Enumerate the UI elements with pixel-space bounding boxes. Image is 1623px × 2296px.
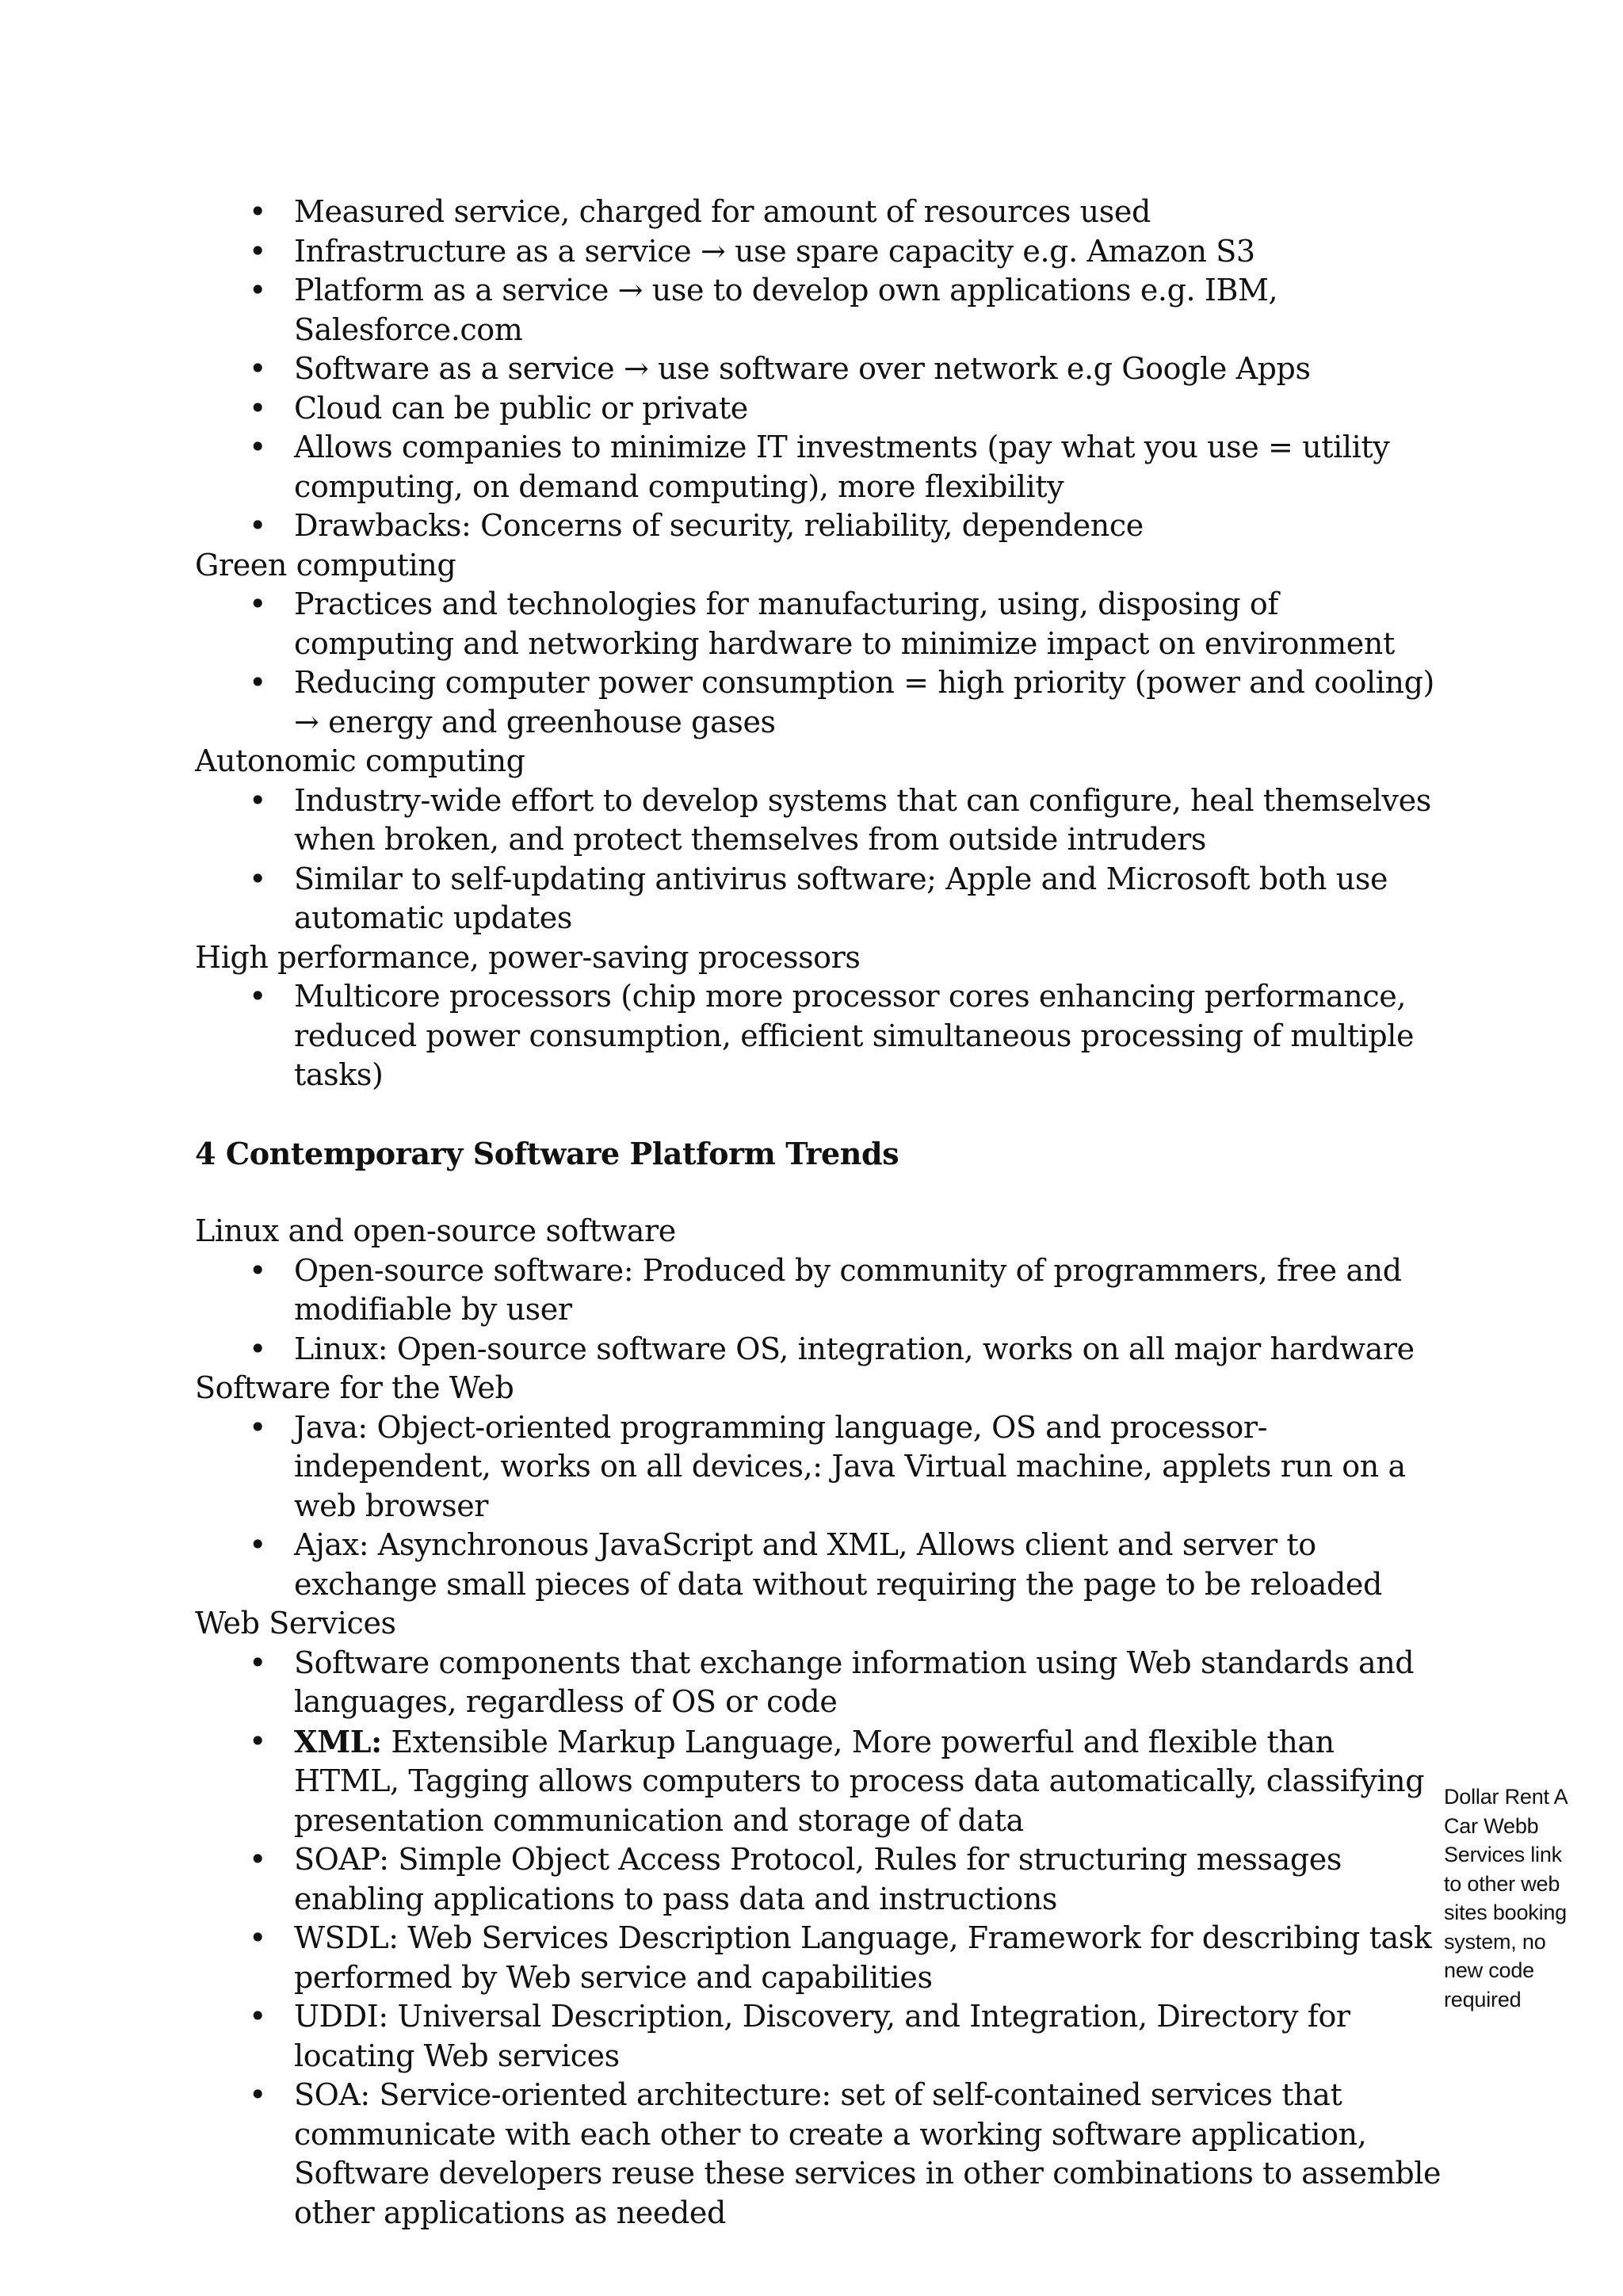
list-item-text: WSDL: Web Services Description Language, Framework for describing task performed by Web service and capabilities [294,1920,1432,1995]
list-item [195,1644,1447,1722]
list-item [195,350,1447,389]
list-item [195,1251,1447,1330]
list-item [195,860,1447,938]
list-item-text: Reducing computer power consumption = high priority (power and cooling) [294,665,1434,700]
arrow-right-icon: → [294,704,319,739]
trend-groups-software [195,1212,1447,2233]
list-item [195,389,1447,429]
bullet-icon: • [249,430,267,464]
list-item-text: Java: Object-oriented programming language, OS and processor-independent, works on all devices,: Java Virtual machine, applets run on a web browser [294,1409,1406,1523]
bullet-icon: • [249,273,267,308]
cloud-computing-bullet-list [195,193,1447,546]
arrow-right-icon: → [617,273,643,308]
topic-heading: Web Services [195,1606,396,1641]
topic-heading: High performance, power-saving processors [195,939,861,975]
list-item [195,232,1447,272]
trend-groups-hardware [195,546,1447,1095]
topic-group [195,1212,1447,1369]
list-item-text: Software as a service [294,351,624,386]
list-item-text: use to develop own applications e.g. IBM, Salesforce.com [294,273,1278,347]
topic-bullet-list [195,977,1447,1095]
list-item-text: use software over network e.g Google Apps [648,351,1311,386]
section-title: 4 Contemporary Software Platform Trends [195,1135,899,1171]
list-item-text: Platform as a service [294,273,618,308]
topic-heading: Software for the Web [195,1370,514,1405]
list-item-text: Open-source software: Produced by community of programmers, free and modifiable by user [294,1252,1402,1327]
list-item-text: Software components that exchange information using Web standards and languages, regardless of OS or code [294,1645,1415,1719]
list-item-text: Ajax: Asynchronous JavaScript and XML, Allows client and server to exchange small pieces of data without requiring the page to be reloaded [294,1527,1382,1602]
bullet-icon: • [249,1842,267,1877]
list-item [195,1919,1447,1997]
topic-group [195,1369,1447,1604]
list-item-text: Linux: Open-source software OS, integration, works on all major hardware [294,1331,1415,1366]
list-item-text: Allows companies to minimize IT investments (pay what you use = utility computing, on demand computing), more flexibility [294,430,1390,504]
list-item-text: SOAP: Simple Object Access Protocol, Rules for structuring messages enabling applications to pass data and instructions [294,1842,1342,1916]
bullet-icon: • [249,1645,267,1680]
list-item [195,193,1447,232]
list-item [195,1722,1447,1841]
list-item [195,271,1447,350]
list-item-text: Measured service, charged for amount of resources used [294,194,1151,229]
list-item [195,1408,1447,1526]
bullet-icon: • [249,1723,267,1759]
list-item [195,977,1447,1095]
arrow-right-icon: → [623,351,649,386]
list-item [195,585,1447,663]
list-item [195,663,1447,742]
bullet-icon: • [249,665,267,700]
topic-group [195,742,1447,938]
list-item-text: Extensible Markup Language, More powerful and flexible than HTML, Tagging allows computers to process data automatically, classifying presentation communication and storage of data [294,1724,1425,1838]
list-item-text: Practices and technologies for manufacturing, using, disposing of computing and networking hardware to minimize impact on environment [294,586,1395,661]
list-item [195,428,1447,506]
bullet-icon: • [249,861,267,896]
bullet-icon: • [249,2077,267,2112]
topic-heading: Autonomic computing [195,743,525,778]
topic-bullet-list [195,1251,1447,1370]
list-item-text: Similar to self-updating antivirus software; Apple and Microsoft both use automatic updates [294,861,1388,935]
topic-heading: Green computing [195,547,456,583]
bullet-icon: • [249,1409,267,1445]
list-item [195,1840,1447,1919]
topic-bullet-list [195,1644,1447,2233]
bullet-icon: • [249,1252,267,1288]
arrow-right-icon: → [700,233,726,269]
list-item-text: UDDI: Universal Description, Discovery, and Integration, Directory for locating Web services [294,1999,1350,2073]
bullet-icon: • [249,508,267,543]
bullet-icon: • [249,979,267,1014]
bullet-icon: • [249,390,267,426]
bullet-icon: • [249,782,267,818]
document-body [195,193,1447,2233]
list-item-text: Infrastructure as a service [294,233,701,269]
list-item [195,2076,1447,2233]
list-item-text: SOA: Service-oriented architecture: set of self-contained services that communicate with each other to create a working software application, Software developers reuse these services in other combinations to assemble other applications as needed [294,2077,1442,2230]
list-item-text: Drawbacks: Concerns of security, reliability, dependence [294,508,1144,543]
bullet-icon: • [249,233,267,269]
margin-note: Dollar Rent A Car Webb Services link to other web sites booking system, no new code required [1444,1785,1568,2011]
bullet-icon: • [249,1527,267,1562]
topic-group [195,1604,1447,2233]
topic-bullet-list [195,781,1447,938]
list-item [195,1997,1447,2076]
topic-bullet-list [195,585,1447,742]
list-item-text: Multicore processors (chip more processor cores enhancing performance, reduced power consumption, efficient simultaneous processing of multiple tasks) [294,979,1415,1092]
list-item-text: Industry-wide effort to develop systems that can configure, heal themselves when broken, and protect themselves from outside intruders [294,782,1431,857]
topic-group [195,938,1447,1095]
list-item-text: energy and greenhouse gases [319,704,776,739]
list-item [195,506,1447,546]
bullet-icon: • [249,1920,267,1955]
bullet-icon: • [249,586,267,621]
bold-term: XML: [294,1723,382,1759]
bullet-icon: • [249,194,267,229]
list-item [195,781,1447,860]
bullet-icon: • [249,1331,267,1366]
list-item-text: use spare capacity e.g. Amazon S3 [725,233,1255,269]
topic-heading: Linux and open-source software [195,1213,676,1248]
bullet-icon: • [249,1999,267,2034]
bullet-icon: • [249,351,267,386]
topic-group [195,546,1447,743]
list-item-text: Cloud can be public or private [294,390,748,426]
list-item [195,1526,1447,1604]
list-item [195,1330,1447,1370]
topic-bullet-list [195,1408,1447,1605]
